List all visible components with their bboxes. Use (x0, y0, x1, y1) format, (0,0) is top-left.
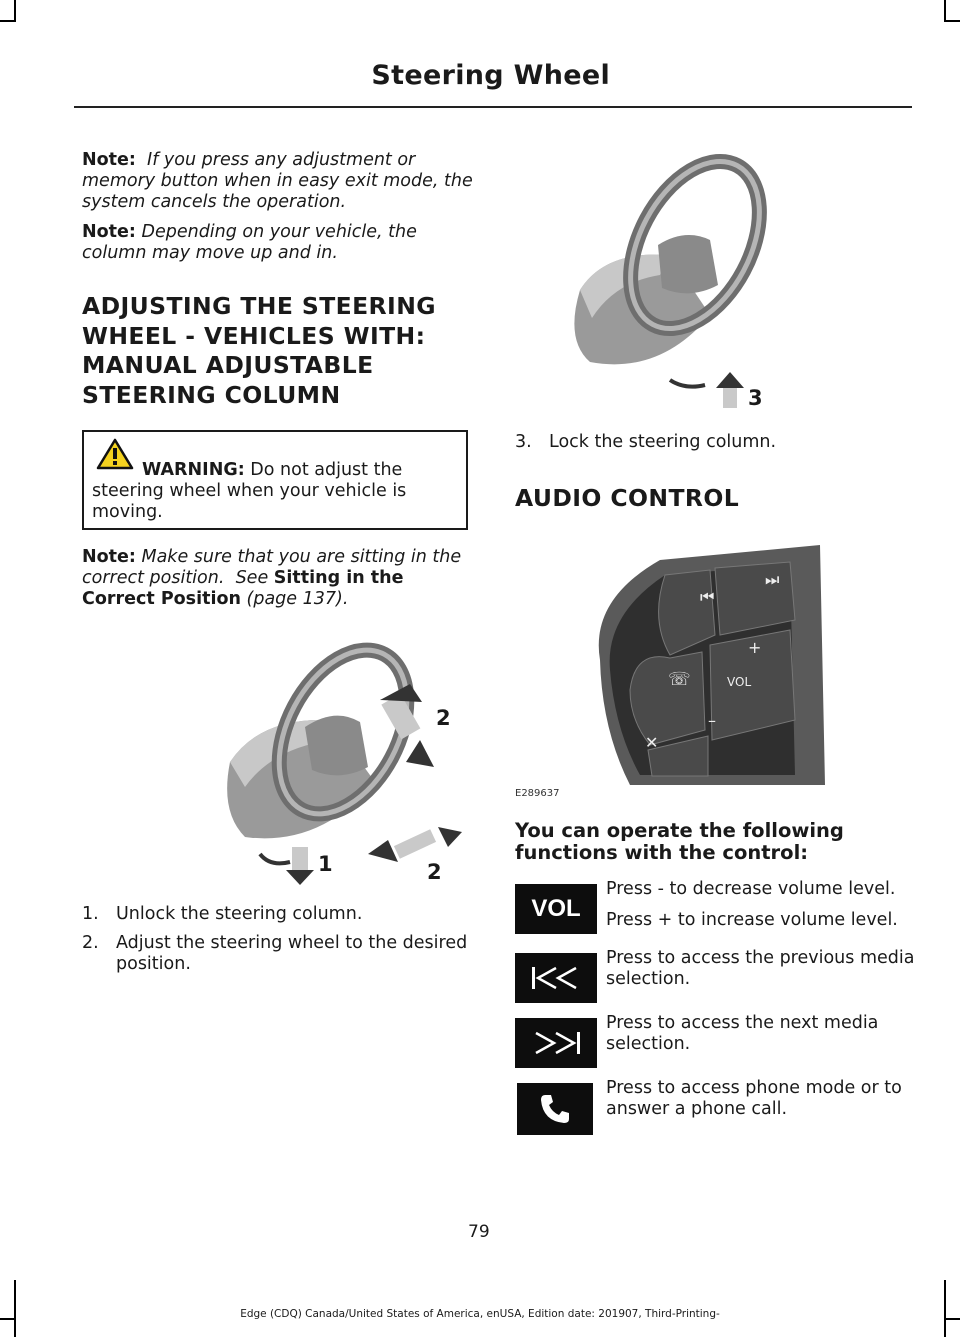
note-label: Note: (82, 150, 136, 170)
edition-footer: Edge (CDQ) Canada/United States of America, enUSA, Edition date: 201907, Third-Printing- (240, 1308, 720, 1320)
function-desc-phone (606, 1078, 916, 1120)
header-rule (74, 106, 912, 108)
callout-2-upper: 2 (436, 706, 451, 730)
callout-3: 3 (748, 386, 763, 410)
function-desc-previous (606, 948, 916, 990)
step-text: Adjust the steering wheel to the desired position. (116, 933, 468, 974)
note-label: Note: (82, 547, 136, 567)
function-text: Press - to decrease volume level. (606, 879, 896, 899)
svg-text:☏: ☏ (668, 669, 691, 690)
heading-line: ADJUSTING THE STEERING (82, 292, 436, 320)
svg-text:⏭: ⏭ (765, 570, 780, 589)
heading-line: MANUAL ADJUSTABLE (82, 351, 374, 379)
step-number: 3. (515, 432, 532, 452)
steering-adjustment-figure (200, 622, 475, 890)
function-text: Press + to increase volume level. (606, 910, 898, 930)
cross-reference-link[interactable]: Sitting in the Correct Position (82, 568, 404, 609)
step-text: Lock the steering column. (549, 432, 777, 452)
vol-plus-label: + (748, 638, 762, 657)
warning-box (82, 430, 468, 530)
function-text: Press to access the next media selection. (606, 1013, 879, 1054)
warning-text-block (92, 460, 462, 523)
crop-mark (14, 0, 16, 22)
warning-label: WARNING: (142, 460, 245, 480)
phone-icon (517, 1083, 593, 1135)
crop-mark (944, 20, 960, 22)
previous-track-icon (515, 953, 597, 1003)
vol-label: VOL (727, 675, 752, 689)
function-text: Press to access the previous media selection. (606, 948, 915, 989)
function-text: Press to access phone mode or to answer a phone call. (606, 1078, 902, 1119)
note-text: Depending on your vehicle, the column may move up and in. (82, 222, 417, 263)
step-text: Unlock the steering column. (116, 904, 363, 924)
function-desc-next (606, 1013, 916, 1055)
functions-sub-heading: You can operate the following functions with the control: (515, 819, 844, 864)
see-label: See (235, 568, 269, 588)
note-text: Make sure that you are sitting in the correct position. (82, 547, 462, 588)
step-number: 1. (82, 904, 99, 924)
page-title: Steering Wheel (371, 60, 610, 91)
heading-line: WHEEL - VEHICLES WITH: (82, 321, 426, 350)
svg-text:⏮: ⏮ (700, 587, 715, 606)
page-reference: (page 137). (246, 589, 349, 609)
note-column-move (82, 222, 452, 264)
function-desc-volume (606, 879, 916, 931)
svg-text:✕: ✕ (645, 733, 659, 752)
note-easy-exit (82, 150, 477, 213)
audio-control-figure (590, 540, 830, 790)
heading-line: STEERING COLUMN (82, 380, 341, 409)
callout-2-lower: 2 (427, 860, 442, 884)
steering-lock-figure (520, 150, 785, 412)
next-track-icon (515, 1018, 597, 1068)
callout-1: 1 (318, 852, 333, 876)
warning-text: Do not adjust the steering wheel when your vehicle is moving. (92, 460, 407, 522)
step-adjust (82, 933, 477, 977)
note-text: If you press any adjustment or memory button when in easy exit mode, the system cancels the operation. (82, 150, 473, 212)
note-sitting-position (82, 547, 477, 610)
section-heading-audio-control: AUDIO CONTROL (515, 484, 740, 512)
section-heading-adjusting (82, 292, 482, 410)
vol-minus-label: – (708, 711, 716, 730)
crop-mark (0, 20, 16, 22)
crop-mark (944, 0, 946, 22)
vol-icon: VOL (515, 884, 597, 934)
page-number: 79 (468, 1222, 490, 1242)
figure-id: E289637 (515, 788, 560, 799)
note-label: Note: (82, 222, 136, 242)
step-number: 2. (82, 933, 99, 953)
